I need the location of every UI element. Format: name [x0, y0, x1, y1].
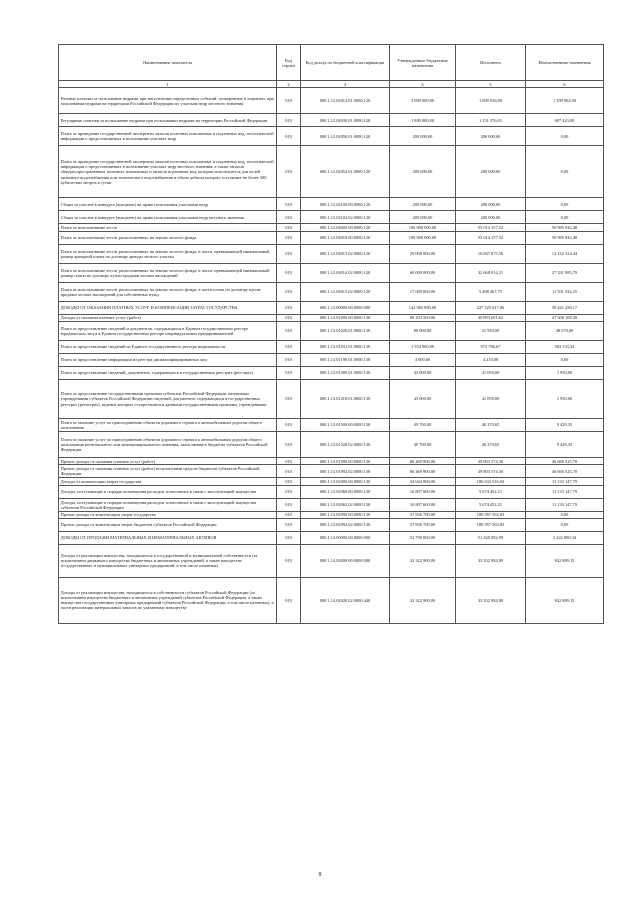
row-name: Доходы от реализации имущества, находящегося в собственности субъектов Российской Федерации (за исключением имущества бюджетных и автономных учреждений субъектов Российской Федерации, а также имущества государственных унитарных предприятий субъектов Российской Федерации, в том числе казенных), в части реализации материальных запасов по указанному имуществу — [59, 577, 277, 623]
row-executed: 39 803 374,30 — [456, 458, 526, 465]
row-line-code: 010 — [277, 478, 301, 485]
row-line-code: 010 — [277, 577, 301, 623]
row-name: Плата за проведение государственной экспертизы запасов полезных ископаемых и подземных вод, геологической информации о предоставляемых в пользование участках недр — [59, 127, 277, 146]
table-row — [59, 301, 604, 314]
revenue-table — [58, 44, 604, 624]
row-executed: 1 600 036,00 — [456, 88, 526, 114]
row-approved: 200 000,00 — [390, 198, 456, 211]
row-budget-code: 000.1.13.01020.01.0000.130 — [301, 322, 390, 341]
header-unexecuted-appropriations: Неисполненные назначения — [526, 45, 604, 81]
row-name: Сборы за участие в конкурсе (аукционе) на право пользования участками недр местного значения — [59, 211, 277, 224]
row-approved: 142 985 890,00 — [390, 301, 456, 314]
row-name: Плата за предоставление сведений из Единого государственного реестра недвижимости — [59, 341, 277, 354]
row-remaining: 842 889,15 — [526, 577, 604, 623]
row-approved: 106 000 000,00 — [390, 231, 456, 244]
table-row — [59, 224, 604, 231]
row-executed: 16 847 675,56 — [456, 244, 526, 263]
table-row — [59, 465, 604, 478]
header-indicator-name: Наименование показателя — [59, 45, 277, 81]
header-line-code: Код строки — [277, 45, 301, 81]
row-executed: 55 014 157,52 — [456, 224, 526, 231]
row-name: Плата за предоставление сведений и документов, содержащихся в Едином государственном реестре юридических лиц и в Едином государственном реестре индивидуальных предпринимателей — [59, 322, 277, 341]
row-name: ДОХОДЫ ОТ ПРОДАЖИ МАТЕРИАЛЬНЫХ И НЕМАТЕРИАЛЬНЫХ АКТИВОВ — [59, 531, 277, 544]
row-budget-code: 000.1.12.04013.02.0000.120 — [301, 244, 390, 263]
table-row — [59, 432, 604, 458]
table-row — [59, 511, 604, 518]
row-name: Прочие доходы от оказания платных услуг (работ) — [59, 458, 277, 465]
table-row — [59, 531, 604, 544]
row-approved: 54 644 800,00 — [390, 478, 456, 485]
table-row — [59, 198, 604, 211]
row-approved: 16 807 600,00 — [390, 485, 456, 498]
row-line-code: 010 — [277, 282, 301, 301]
row-approved: 43 000,00 — [390, 380, 456, 419]
row-remaining: 0,00 — [526, 354, 604, 367]
row-approved: 1 849 000,00 — [390, 114, 456, 127]
column-number: 6 — [526, 81, 604, 88]
row-remaining: 11 133 147,79 — [526, 485, 604, 498]
row-line-code: 010 — [277, 314, 301, 321]
row-budget-code: 000.1.12.02050.01.0000.120 — [301, 127, 390, 146]
row-line-code: 010 — [277, 419, 301, 432]
row-budget-code: 000.1.13.01000.00.0000.130 — [301, 314, 390, 321]
row-remaining: 0,00 — [526, 511, 604, 518]
row-executed: 4 210,00 — [456, 354, 526, 367]
row-remaining: 11 133 147,79 — [526, 498, 604, 511]
row-remaining: 46 666 525,70 — [526, 458, 604, 465]
row-line-code: 010 — [277, 511, 301, 518]
row-budget-code: 000.1.13.02000.00.0000.130 — [301, 478, 390, 485]
row-executed: 55 014 157,52 — [456, 231, 526, 244]
row-remaining: 0,00 — [526, 127, 604, 146]
header-approved-appropriations: Утвержденные бюджетные назначения — [390, 45, 456, 81]
row-remaining: 11 501 532,25 — [526, 282, 604, 301]
row-approved: 29 000 000,00 — [390, 244, 456, 263]
table-row — [59, 211, 604, 224]
row-line-code: 010 — [277, 146, 301, 198]
row-line-code: 010 — [277, 458, 301, 465]
row-line-code: 010 — [277, 341, 301, 354]
row-approved: 43 000,00 — [390, 367, 456, 380]
table-row — [59, 146, 604, 198]
row-budget-code: 000.1.13.01031.01.0000.130 — [301, 341, 390, 354]
table-row — [59, 244, 604, 263]
row-executed: 51 420 082,99 — [456, 531, 526, 544]
table-row — [59, 577, 604, 623]
row-budget-code: 000.1.14.02020.02.0000.440 — [301, 577, 390, 623]
row-approved: 200 000,00 — [390, 211, 456, 224]
row-budget-code: 000.1.12.02102.02.0000.120 — [301, 211, 390, 224]
row-line-code: 010 — [277, 88, 301, 114]
row-name: Доходы от компенсации затрат государства — [59, 478, 277, 485]
row-approved: 3 000 000,00 — [390, 88, 456, 114]
table-row — [59, 127, 604, 146]
row-approved: 60 000 000,00 — [390, 263, 456, 282]
row-budget-code: 000.1.13.02060.00.0000.130 — [301, 485, 390, 498]
row-remaining: 58 441 256,17 — [526, 301, 604, 314]
row-executed: 186 632 016,04 — [456, 478, 526, 485]
table-row — [59, 354, 604, 367]
table-row — [59, 518, 604, 531]
row-line-code: 010 — [277, 301, 301, 314]
row-name: Плата за использование лесов — [59, 224, 277, 231]
row-budget-code: 000.1.13.01520.02.0000.130 — [301, 432, 390, 458]
table-row — [59, 282, 604, 301]
table-row — [59, 544, 604, 577]
table-row — [59, 314, 604, 321]
row-budget-code: 000.1.13.01992.02.0000.130 — [301, 465, 390, 478]
row-remaining: 0,00 — [526, 146, 604, 198]
row-remaining: 0,00 — [526, 198, 604, 211]
row-executed: 1 151 576,01 — [456, 114, 526, 127]
row-line-code: 010 — [277, 531, 301, 544]
row-budget-code: 000.1.13.01190.01.0000.130 — [301, 354, 390, 367]
row-name: Плата за проведение государственной экспертизы запасов полезных ископаемых и подземных вод, геологической информации о предоставляемых в пользование участках недр местного значения, а также запасов общераспространенных полезных ископаемых и запасов подземных вод, которые используются для целей питьевого водоснабжения или технического водоснабжения и объем добычи которых составляет не более 500 кубических метров в сутки — [59, 146, 277, 198]
row-name: Сборы за участие в конкурсе (аукционе) на право пользования участками недр — [59, 198, 277, 211]
row-remaining: 50 985 842,48 — [526, 224, 604, 231]
row-executed: 41 050,00 — [456, 380, 526, 419]
row-budget-code: 000.1.13.01400.01.0000.130 — [301, 367, 390, 380]
row-name: Плата за предоставление информации из реестра дисквалифицированных лиц — [59, 354, 277, 367]
row-budget-code: 000.1.13.00000.00.0000.000 — [301, 301, 390, 314]
row-line-code: 010 — [277, 198, 301, 211]
row-name: Доходы, поступающие в порядке возмещения расходов, понесенных в связи с эксплуатацией имущества — [59, 485, 277, 498]
table-row — [59, 478, 604, 485]
header-executed: Исполнено — [456, 45, 526, 81]
row-name: Прочие доходы от компенсации затрат бюджетов субъектов Российской Федерации — [59, 518, 277, 531]
row-executed: 200 000,00 — [456, 127, 526, 146]
row-approved: 32 322 900,00 — [390, 544, 456, 577]
row-budget-code: 000.1.12.04000.00.0000.120 — [301, 224, 390, 231]
table-row — [59, 341, 604, 354]
row-name: Плата за оказание услуг по присоединению объектов дорожного сервиса к автомобильным дорогам общего пользования — [59, 419, 277, 432]
row-approved: 32 322 900,00 — [390, 577, 456, 623]
row-line-code: 010 — [277, 263, 301, 282]
row-approved: 37 836 700,00 — [390, 511, 456, 518]
row-executed: 200 000,00 — [456, 146, 526, 198]
row-remaining: 0,00 — [526, 211, 604, 224]
row-line-code: 010 — [277, 485, 301, 498]
row-budget-code: 000.1.14.00000.00.0000.000 — [301, 531, 390, 544]
table-row — [59, 88, 604, 114]
table-row — [59, 367, 604, 380]
table-row — [59, 322, 604, 341]
row-name: Плата за использование лесов, расположенных на землях лесного фонда, в части, превышающей минимальный размер арендной платы по договору аренды лесного участка — [59, 244, 277, 263]
table-row — [59, 263, 604, 282]
row-name: Плата за использование лесов, расположенных на землях лесного фонда, в части платы по договору купли-продажи лесных насаждений для собственных нужд — [59, 282, 277, 301]
row-approved: 88 204 500,00 — [390, 314, 456, 321]
row-executed: 180 957 563,83 — [456, 518, 526, 531]
row-executed: 33 332 984,88 — [456, 577, 526, 623]
row-budget-code: 000.1.13.02992.02.0000.130 — [301, 518, 390, 531]
row-approved: 86 469 900,00 — [390, 458, 456, 465]
row-line-code: 010 — [277, 322, 301, 341]
table-row — [59, 458, 604, 465]
row-executed: 5 674 452,21 — [456, 498, 526, 511]
row-name: Регулярные платежи за пользование недрами при пользовании недрами на территории Российской Федерации — [59, 114, 277, 127]
row-line-code: 010 — [277, 465, 301, 478]
row-name: Прочие доходы от компенсации затрат государства — [59, 511, 277, 518]
row-remaining: 3 222 890,34 — [526, 531, 604, 544]
row-executed: 200 000,00 — [456, 198, 526, 211]
column-number: 4 — [390, 81, 456, 88]
row-name: ДОХОДЫ ОТ ОКАЗАНИЯ ПЛАТНЫХ УСЛУГ И КОМПЕНСАЦИИ ЗАТРАТ ГОСУДАРСТВА — [59, 301, 277, 314]
row-name: Разовые платежи за пользование недрами при наступлении определенных событий, оговоренных в лицензии, при пользовании недрами на территории Российской Федерации по участкам недр местного значения — [59, 88, 277, 114]
row-line-code: 010 — [277, 544, 301, 577]
row-budget-code: 000.1.13.02062.02.0000.130 — [301, 498, 390, 511]
row-budget-code: 000.1.14.02000.00.0000.000 — [301, 544, 390, 577]
row-budget-code: 000.1.12.02052.01.0000.120 — [301, 146, 390, 198]
row-approved: 37 836 700,00 — [390, 518, 456, 531]
row-line-code: 010 — [277, 231, 301, 244]
table-row — [59, 419, 604, 432]
row-remaining: 842 889,15 — [526, 544, 604, 577]
row-remaining: 47 308 108,38 — [526, 314, 604, 321]
row-line-code: 010 — [277, 354, 301, 367]
row-executed: 972 766,67 — [456, 341, 526, 354]
column-number: 1 — [59, 81, 277, 88]
row-remaining: 46 666 525,70 — [526, 465, 604, 478]
row-budget-code: 000.1.12.02012.01.0000.120 — [301, 88, 390, 114]
row-executed: 5 498 467,75 — [456, 282, 526, 301]
row-remaining: 697 423,00 — [526, 114, 604, 127]
row-executed: 40 270,65 — [456, 432, 526, 458]
row-budget-code: 000.1.13.02990.00.0000.130 — [301, 511, 390, 518]
row-executed: 33 332 984,89 — [456, 544, 526, 577]
row-remaining: 9 429,35 — [526, 432, 604, 458]
row-remaining: 48 070,00 — [526, 322, 604, 341]
column-number: 5 — [456, 81, 526, 88]
table-row — [59, 498, 604, 511]
row-executed: 180 957 563,83 — [456, 511, 526, 518]
row-approved: 200 000,00 — [390, 127, 456, 146]
row-name: Доходы от реализации имущества, находящегося в государственной и муниципальной собственности (за исключением движимого имущества бюджетных и автономных учреждений, а также имущества государственных и муниципальных унитарных предприятий, в том числе казенных) — [59, 544, 277, 577]
column-number: 3 — [301, 81, 390, 88]
row-approved: 49 700,00 — [390, 432, 456, 458]
row-name: Плата за использование лесов, расположенных на землях лесного фонда — [59, 231, 277, 244]
row-name: Плата за использование лесов, расположенных на землях лесного фонда, в части, превышающей минимальный размер платы по договору купли-продажи лесных насаждений — [59, 263, 277, 282]
row-executed: 32 668 014,21 — [456, 263, 526, 282]
row-remaining: 1 399 964,00 — [526, 88, 604, 114]
row-executed: 39 803 374,30 — [456, 465, 526, 478]
row-remaining: 1 950,00 — [526, 367, 604, 380]
row-executed: 40 270,65 — [456, 419, 526, 432]
row-approved: 80 000,00 — [390, 322, 456, 341]
row-approved: 4 000,00 — [390, 354, 456, 367]
row-approved: 106 000 000,00 — [390, 224, 456, 231]
table-body — [59, 81, 604, 624]
row-budget-code: 000.1.12.04014.02.0000.120 — [301, 263, 390, 282]
row-remaining: 12 152 324,44 — [526, 244, 604, 263]
row-approved: 17 000 000,00 — [390, 282, 456, 301]
row-line-code: 010 — [277, 211, 301, 224]
row-name: Прочие доходы от оказания платных услуг (работ) получателями средств бюджетов субъектов Российской Федерации — [59, 465, 277, 478]
row-executed: 227 525 617,06 — [456, 301, 526, 314]
row-name: Плата за предоставление сведений, документов, содержащихся в государственных реестрах (реестрах) — [59, 367, 277, 380]
row-budget-code: 000.1.13.01500.00.0000.130 — [301, 419, 390, 432]
row-name: Плата за оказание услуг по присоединению объектов дорожного сервиса к автомобильным дорогам общего пользования регионального или межмуниципального значения, зачисляемая в бюджеты субъектов Российской Федерации — [59, 432, 277, 458]
header-budget-classification-code: Код дохода по бюджетной классификации — [301, 45, 390, 81]
row-name: Плата за предоставление государственными органами субъектов Российской Федерации, казенными учреждениями субъектов Российской Федерации сведений, документов, содержащихся в государственных реестрах (регистрах), ведение которых осуществляется данными государственными органами, учреждениями — [59, 380, 277, 419]
row-budget-code: 000.1.12.02100.00.0000.120 — [301, 198, 390, 211]
row-line-code: 010 — [277, 380, 301, 419]
table-header-row — [59, 45, 604, 81]
row-remaining: 582 133,33 — [526, 341, 604, 354]
row-executed: 31 930,00 — [456, 322, 526, 341]
row-remaining: 11 133 147,79 — [526, 478, 604, 485]
table-row — [59, 231, 604, 244]
row-approved: 86 469 900,00 — [390, 465, 456, 478]
row-budget-code: 000.1.13.01410.01.0000.130 — [301, 380, 390, 419]
column-number-row — [59, 81, 604, 88]
row-approved: 52 790 000,00 — [390, 531, 456, 544]
row-line-code: 010 — [277, 244, 301, 263]
row-approved: 16 807 600,00 — [390, 498, 456, 511]
row-executed: 40 893 601,62 — [456, 314, 526, 321]
table-row — [59, 380, 604, 419]
row-executed: 5 674 452,21 — [456, 485, 526, 498]
row-line-code: 010 — [277, 518, 301, 531]
row-remaining: 9 429,35 — [526, 419, 604, 432]
row-approved: 1 554 900,00 — [390, 341, 456, 354]
table-row — [59, 114, 604, 127]
row-line-code: 010 — [277, 498, 301, 511]
row-executed: 41 050,00 — [456, 367, 526, 380]
row-budget-code: 000.1.13.01990.00.0000.130 — [301, 458, 390, 465]
row-remaining: 0,00 — [526, 518, 604, 531]
row-line-code: 010 — [277, 367, 301, 380]
row-budget-code: 000.1.12.04015.02.0000.120 — [301, 282, 390, 301]
row-name: Доходы, поступающие в порядке возмещения расходов, понесенных в связи с эксплуатацией имущества субъектов Российской Федерации — [59, 498, 277, 511]
column-number: 2 — [277, 81, 301, 88]
row-budget-code: 000.1.12.02030.01.0000.120 — [301, 114, 390, 127]
row-remaining: 50 985 842,48 — [526, 231, 604, 244]
row-line-code: 010 — [277, 432, 301, 458]
row-name: Доходы от оказания платных услуг (работ) — [59, 314, 277, 321]
page-number: 8 — [318, 872, 322, 878]
row-executed: 200 000,00 — [456, 211, 526, 224]
row-remaining: 1 950,00 — [526, 380, 604, 419]
row-budget-code: 000.1.12.04010.00.0000.120 — [301, 231, 390, 244]
row-line-code: 010 — [277, 127, 301, 146]
row-remaining: 27 331 985,79 — [526, 263, 604, 282]
row-approved: 200 000,00 — [390, 146, 456, 198]
table-row — [59, 485, 604, 498]
row-approved: 49 700,00 — [390, 419, 456, 432]
row-line-code: 010 — [277, 114, 301, 127]
row-line-code: 010 — [277, 224, 301, 231]
